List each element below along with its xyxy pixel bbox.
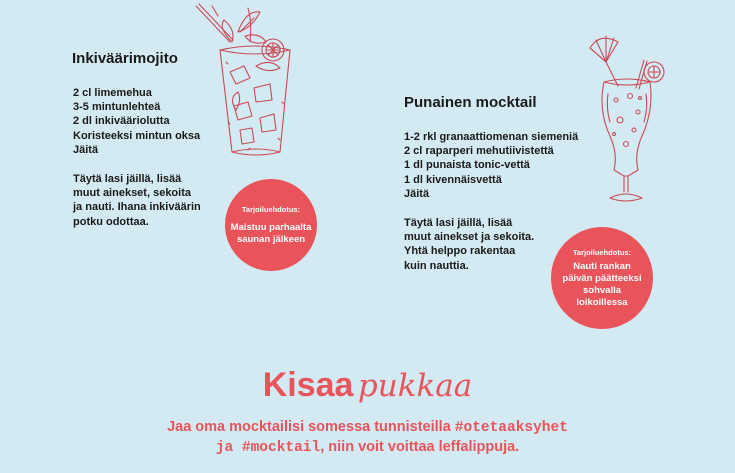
instruction-line: muut ainekset ja sekoita. (404, 231, 535, 244)
ingredient: 2 dl inkivääriolutta (73, 115, 170, 128)
contest-line-1 (0, 418, 735, 438)
ingredient: Jäitä (404, 187, 430, 200)
ingredient: Koristeeksi mintun oksa (73, 129, 201, 142)
serving-tip-line: Maistuu parhaalta (230, 221, 312, 233)
serving-tip-label: Tarjoiluehdotus: (572, 247, 632, 257)
serving-tip-line: Nauti rankan (573, 260, 631, 272)
serving-tip-text (231, 222, 312, 246)
ingredient: 1 dl kivennäisvettä (404, 173, 502, 186)
ingredient: 3-5 mintunlehteä (73, 101, 161, 114)
contest-heading (0, 366, 735, 405)
mojito-glass-illustration (190, 2, 295, 162)
instruction-line: potku odottaa. (73, 215, 149, 228)
ingredient: 2 cl raparperi mehutiivistettä (404, 145, 554, 158)
serving-tip-badge (551, 227, 653, 329)
serving-tip-label: Tarjoiluehdotus: (241, 204, 301, 214)
ingredient: 2 cl limemehua (73, 87, 152, 99)
contest-heading-script: pukkaa (357, 368, 473, 404)
recipe-title: Punainen mocktail (404, 94, 537, 111)
recipe-punainen-mocktail (404, 94, 537, 111)
instruction-line: ja nauti. Ihana inkiväärin (73, 201, 201, 214)
contest-line-2 (0, 438, 735, 458)
instruction-line: Yhtä helppo rakentaa (404, 245, 516, 258)
hurricane-glass-illustration (584, 30, 674, 210)
contest-heading-main: Kisaa (262, 366, 354, 404)
serving-tip-line: sohvalla (582, 284, 622, 296)
serving-tip-badge (225, 179, 317, 271)
recipe-inkivaarimojito (72, 50, 178, 67)
instructions (404, 216, 534, 273)
instruction-line: muut ainekset, sekoita (73, 187, 191, 200)
ingredient: 1-2 rkl granaattiomenan siemeniä (404, 131, 579, 143)
contest-text-part: ja (215, 440, 242, 456)
serving-tip-line: päivän päätteeksi (562, 272, 642, 284)
contest-text-part: , niin voit voittaa leffalippuja. (320, 439, 520, 455)
instruction-line: Täytä lasi jäillä, lisää (73, 173, 182, 185)
serving-tip-line: loikoillessa (576, 296, 628, 308)
instruction-line: Täytä lasi jäillä, lisää (404, 217, 513, 229)
instruction-line: kuin nauttia. (404, 259, 469, 272)
ingredient: Jäitä (73, 143, 99, 156)
hashtag-mocktail: #mocktail (241, 440, 321, 456)
recipe-title: Inkiväärimojito (72, 50, 178, 67)
serving-tip-line: saunan jälkeen (236, 233, 306, 245)
ingredient: 1 dl punaista tonic-vettä (404, 159, 530, 172)
hashtag-otetaaksyhet: #otetaaksyhet (454, 420, 568, 436)
contest-description (0, 418, 735, 458)
ingredient-list (73, 86, 200, 157)
ingredient-list (404, 130, 578, 201)
contest-text-part: Jaa oma mocktailisi somessa tunnisteilla (167, 419, 455, 435)
instructions (73, 172, 201, 229)
serving-tip-text (562, 261, 641, 309)
